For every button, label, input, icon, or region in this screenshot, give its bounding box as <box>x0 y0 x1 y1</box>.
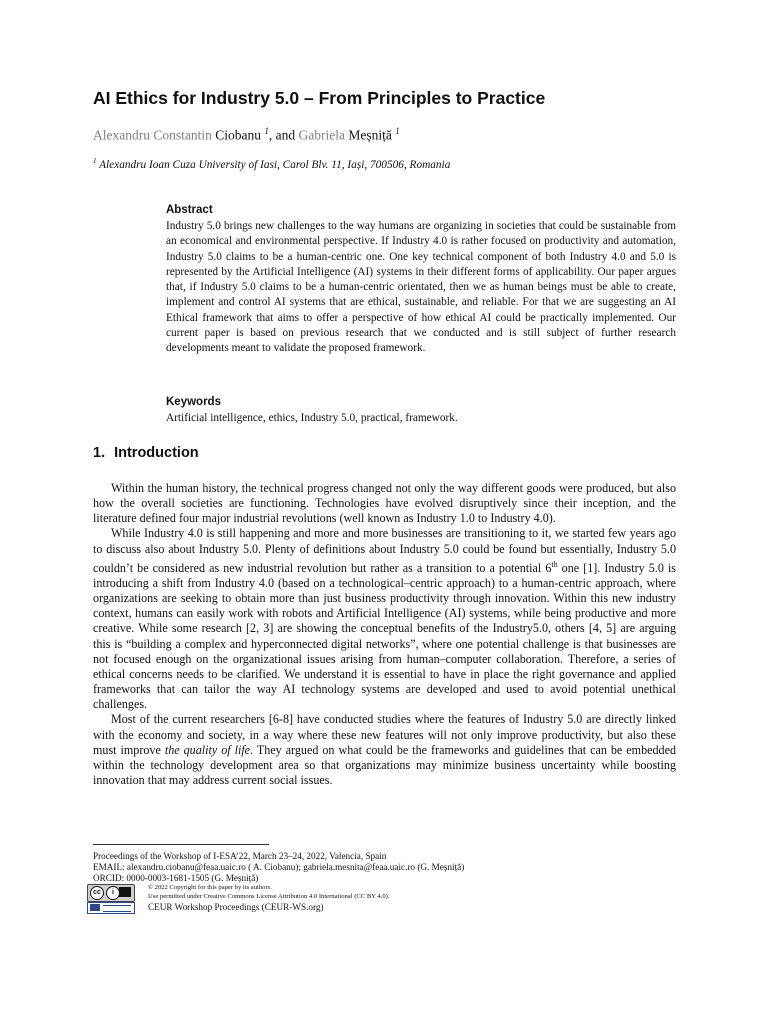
author2-affiliation-mark: 1 <box>395 126 400 136</box>
paragraph-3-part-a: Most of the current researchers [6-8] have conducted studies where the features of Industry 5.0 are directly linked with the economy and society, in a way where these new features will not only improve productivity, but also these must improve <box>93 712 676 757</box>
author-line <box>93 126 400 144</box>
by-badge-strip <box>119 887 131 897</box>
footnote-rule <box>93 844 269 845</box>
cc-logo-icon: cc <box>90 886 104 900</box>
keywords-text: Artificial intelligence, ethics, Industry 5.0, practical, framework. <box>166 412 458 424</box>
footnote-license: Use permitted under Creative Commons License Attribution 4.0 International (CC BY 4.0). <box>148 893 390 900</box>
paper-title: AI Ethics for Industry 5.0 – From Principles to Practice <box>93 88 546 108</box>
introduction-body <box>93 481 676 788</box>
author2-family-name: Meșniță <box>348 127 392 143</box>
footnote-email: EMAIL: alexandru.ciobanu@feaa.uaic.ro ( A. Ciobanu); gabriela.mesnita@feaa.uaic.ro (G. Meșniță) <box>93 862 465 872</box>
cc-by-license-icon <box>87 884 135 902</box>
author1-given-name: Alexandru Constantin <box>93 127 212 143</box>
ordinal-superscript: th <box>551 559 558 569</box>
author1-affiliation-mark: 1 <box>264 126 269 136</box>
paragraph-2-part-a: While Industry 4.0 is still happening and more and more businesses are transitioning to it, we started few years ago to discuss also about Industry 5.0. Plenty of definitions about Industry 5.0 could be found but essentially, Industry 5.0 couldn’t be considered as new industrial revolution but rather as a transition to a potential 6 <box>93 526 676 575</box>
footnote-copyright: © 2022 Copyright for this paper by its authors. <box>148 884 272 891</box>
author2-given-name: Gabriela <box>298 127 345 143</box>
paragraph-2 <box>93 526 676 712</box>
author-separator: , and <box>268 127 296 143</box>
paragraph-3-emphasis: the quality of life <box>164 742 251 757</box>
keywords-heading: Keywords <box>166 396 221 408</box>
section-number: 1. <box>93 445 106 461</box>
affiliation <box>93 157 450 171</box>
paragraph-3-part-b: . They argued on what could be the frameworks and guidelines that can be embedded within the technology development area so that organizations may minimize business uncertainty while boosting innovation that may address current social issues. <box>93 742 676 787</box>
paragraph-3 <box>93 712 676 788</box>
ceur-logo-icon <box>87 902 135 914</box>
footnote-ceur-proceedings: CEUR Workshop Proceedings (CEUR-WS.org) <box>148 902 324 912</box>
abstract-text: Industry 5.0 brings new challenges to the way humans are organizing in societies that could be sustainable from an economical and environmental perspective. If Industry 4.0 is rather focused on productivity and automation, Industry 5.0 claims to be a human-centric one. One key technical component of both Industry 4.0 and 5.0 is represented by the Artificial Intelligence (AI) systems in their different forms of applicability. Our paper argues that, if Industry 5.0 claims to be a human-centric orientated, then we as human beings must be able to create, implement and control AI systems that are ethical, sustainable, and reliable. For that we are suggesting an AI Ethical framework that aims to offer a perspective of how ethical AI could be practically implemented. Our current paper is based on previous research that we conducted and is still subject of further research developments meant to validate the proposed framework. <box>166 220 676 354</box>
footnote-orcid: ORCID: 0000-0003-1681-1505 (G. Meșniță) <box>93 873 259 883</box>
section-heading-introduction <box>93 445 199 461</box>
section-title: Introduction <box>114 445 199 461</box>
footnote-proceedings: Proceedings of the Workshop of I-ESA’22, March 23–24, 2022, Valencia, Spain <box>93 851 387 861</box>
author1-family-name: Ciobanu <box>215 127 261 143</box>
abstract-heading: Abstract <box>166 204 213 216</box>
affiliation-mark: 1 <box>93 157 97 165</box>
paragraph-2-part-b: one [1]. Industry 5.0 is introducing a shift from Industry 4.0 (based on a technological–centric approach) to a human-centric approach, where organizations are seeking to obtain more than just business productivity through innovation. Within this new industry context, humans can easily work with robots and Artificial Intelligence (AI) systems, while being productive and more creative. While some research [2, 3] are showing the conceptual benefits of the Industry5.0, others [4, 5] are arguing this is “building a complex and hyperconnected digital networks”, where one potential challenge is that businesses are not focused enough on the organizational issues arising from human–computer collaboration. Therefore, a series of ethical concerns needs to be clarified. We understand it is essential to have in place the right governance and applied frameworks that can tailor the way AI technology systems are developed and used to avoid potential unethical challenges. <box>93 560 677 712</box>
paragraph-1: Within the human history, the technical progress changed not only the way different goods were produced, but also how the overall societies are functioning. Technologies have evolved disruptively since their inception, and the literature defined four major industrial revolutions (well known as Industry 1.0 to Industry 4.0). <box>93 481 676 526</box>
affiliation-text: Alexandru Ioan Cuza University of Iasi, Carol Blv. 11, Iași, 700506, Romania <box>99 158 451 171</box>
attribution-person-icon: i <box>106 886 120 900</box>
